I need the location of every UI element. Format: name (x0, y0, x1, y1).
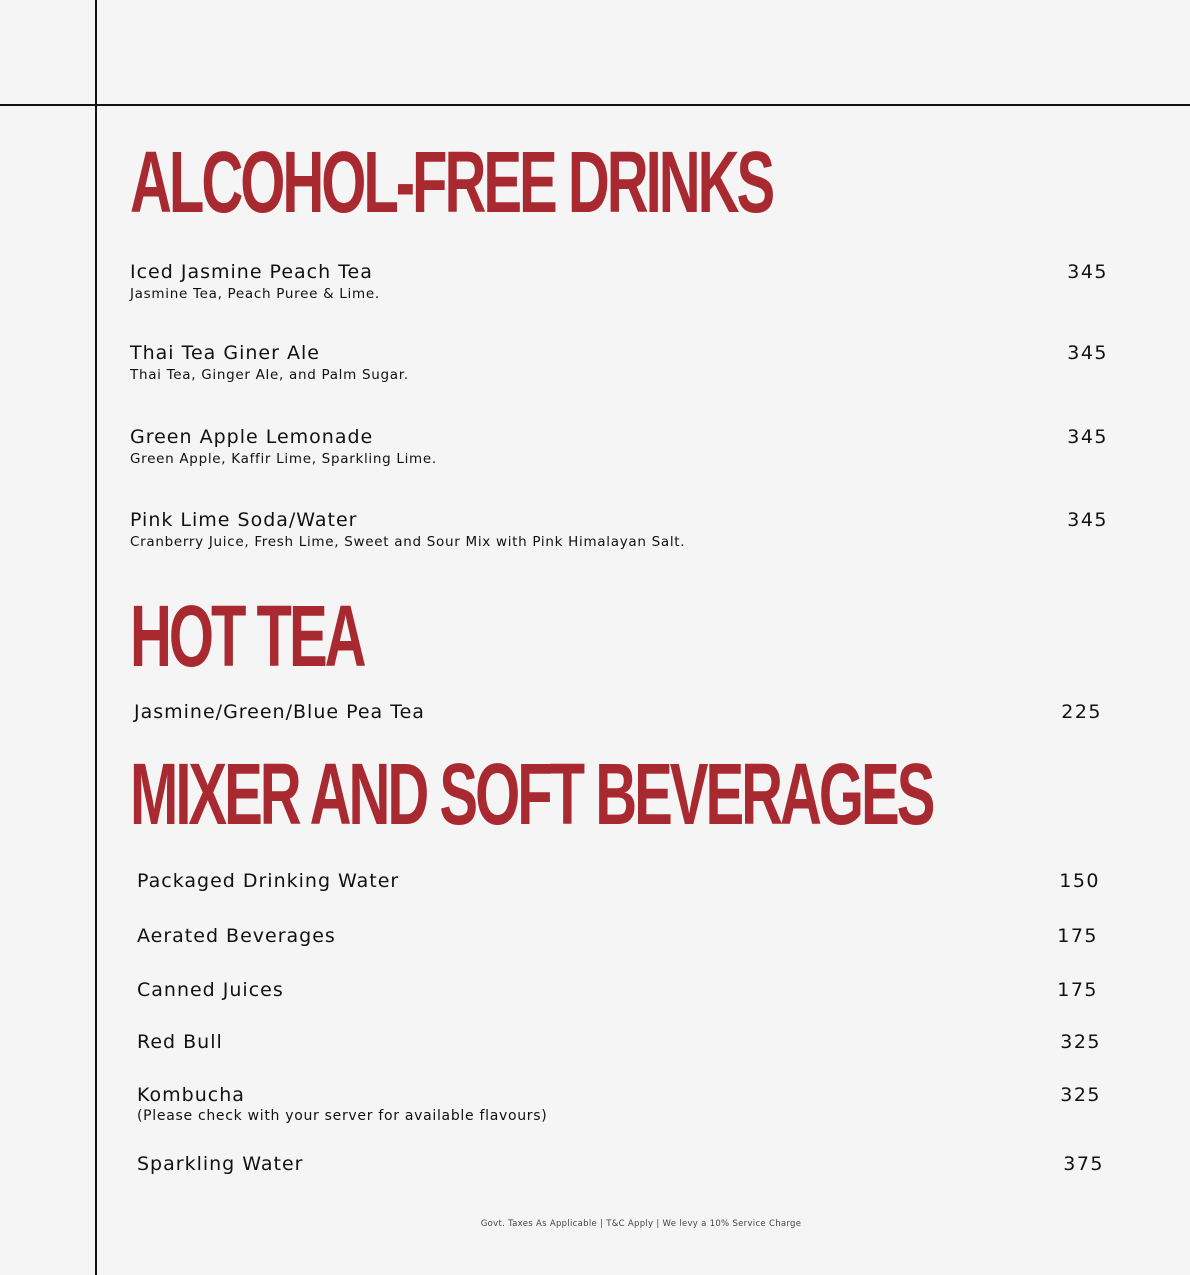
section-title-mixers: MIXER AND SOFT BEVERAGES (130, 746, 933, 844)
item-name: Sparkling Water (137, 1153, 304, 1175)
item-price: 175 (1057, 925, 1098, 947)
item-price: 325 (1060, 1031, 1101, 1053)
item-name: Aerated Beverages (137, 925, 336, 947)
item-name: Packaged Drinking Water (137, 870, 400, 892)
section-title-hot-tea: HOT TEA (130, 588, 364, 686)
section-title-alcohol-free: ALCOHOL-FREE DRINKS (130, 134, 773, 232)
item-description: Cranberry Juice, Fresh Lime, Sweet and Sour Mix with Pink Himalayan Salt. (130, 534, 686, 550)
item-name: Pink Lime Soda/Water (130, 509, 358, 531)
item-name: Canned Juices (137, 979, 284, 1001)
item-price: 345 (1067, 426, 1108, 448)
item-price: 375 (1063, 1153, 1104, 1175)
item-price: 345 (1067, 509, 1108, 531)
item-price: 175 (1057, 979, 1098, 1001)
item-description: Thai Tea, Ginger Ale, and Palm Sugar. (130, 367, 409, 383)
item-price: 225 (1061, 701, 1102, 723)
vertical-rule (95, 0, 97, 1275)
item-name: Iced Jasmine Peach Tea (130, 261, 373, 283)
horizontal-rule (0, 104, 1190, 106)
item-description: Jasmine Tea, Peach Puree & Lime. (130, 286, 380, 302)
item-name: Jasmine/Green/Blue Pea Tea (134, 701, 425, 723)
item-price: 150 (1059, 870, 1100, 892)
item-name: Kombucha (137, 1084, 245, 1106)
item-price: 345 (1067, 342, 1108, 364)
footer-note: Govt. Taxes As Applicable | T&C Apply | We levy a 10% Service Charge (480, 1219, 802, 1229)
item-name: Thai Tea Giner Ale (130, 342, 320, 364)
item-name: Red Bull (137, 1031, 223, 1053)
item-price: 345 (1067, 261, 1108, 283)
item-description: Green Apple, Kaffir Lime, Sparkling Lime. (130, 451, 437, 467)
item-description: (Please check with your server for available flavours) (137, 1108, 548, 1124)
item-name: Green Apple Lemonade (130, 426, 374, 448)
item-price: 325 (1060, 1084, 1101, 1106)
